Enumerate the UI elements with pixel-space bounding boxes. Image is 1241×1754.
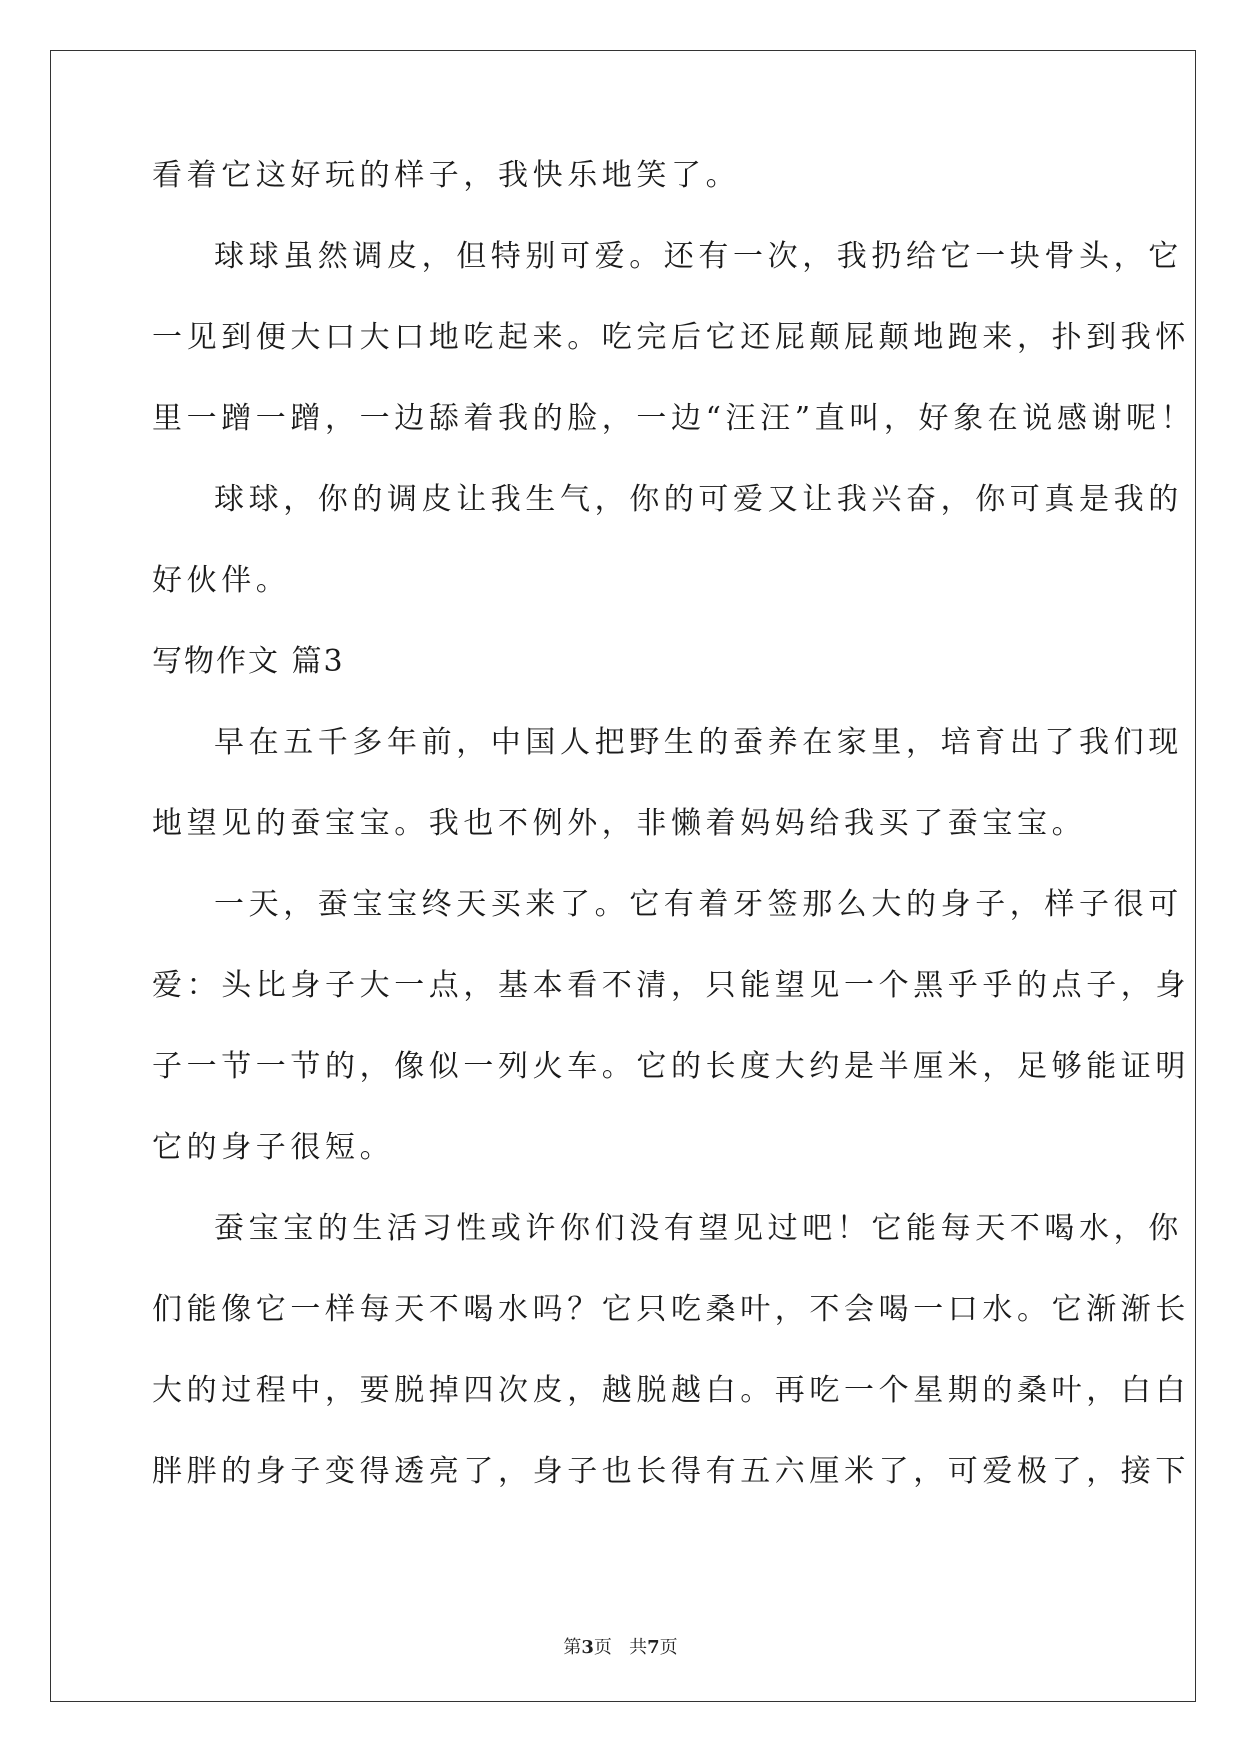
text-line: 地望见的蚕宝宝。我也不例外，非懒着妈妈给我买了蚕宝宝。	[152, 806, 1087, 841]
page-current: 3	[581, 1637, 594, 1658]
page-total: 7	[647, 1637, 660, 1658]
text-line: 大的过程中，要脱掉四次皮，越脱越白。再吃一个星期的桑叶，白白	[152, 1373, 1190, 1408]
text-line: 球球，你的调皮让我生气，你的可爱又让我兴奋，你可真是我的	[214, 482, 1183, 517]
text-line: 早在五千多年前，中国人把野生的蚕养在家里，培育出了我们现	[214, 725, 1183, 760]
section-heading: 写物作文 篇3	[152, 644, 345, 679]
text-line: 爱：头比身子大一点，基本看不清，只能望见一个黑乎乎的点子，身	[152, 968, 1190, 1003]
text-line: 胖胖的身子变得透亮了，身子也长得有五六厘米了，可爱极了，接下	[152, 1454, 1190, 1489]
page-prefix: 第	[563, 1637, 582, 1658]
page-suffix: 页	[593, 1637, 612, 1658]
text-line: 蚕宝宝的生活习性或许你们没有望见过吧！它能每天不喝水，你	[214, 1211, 1183, 1246]
text-line: 球球虽然调皮，但特别可爱。还有一次，我扔给它一块骨头，它	[214, 239, 1183, 274]
text-line: 好伙伴。	[152, 563, 291, 598]
text-line: 们能像它一样每天不喝水吗？它只吃桑叶，不会喝一口水。它渐渐长	[152, 1292, 1190, 1327]
text-line: 子一节一节的，像似一列火车。它的长度大约是半厘米，足够能证明	[152, 1049, 1190, 1084]
text-line: 一见到便大口大口地吃起来。吃完后它还屁颠屁颠地跑来，扑到我怀	[152, 320, 1190, 355]
text-line: 里一蹭一蹭，一边舔着我的脸，一边“汪汪”直叫，好象在说感谢呢！	[152, 401, 1196, 436]
total-suffix: 页	[659, 1637, 678, 1658]
text-line: 一天，蚕宝宝终天买来了。它有着牙签那么大的身子，样子很可	[214, 887, 1183, 922]
text-line: 看着它这好玩的样子，我快乐地笑了。	[152, 158, 741, 193]
total-prefix: 共	[629, 1637, 648, 1658]
page-footer	[0, 1637, 1241, 1659]
text-line: 它的身子很短。	[152, 1130, 395, 1165]
document-body	[152, 158, 1196, 1535]
